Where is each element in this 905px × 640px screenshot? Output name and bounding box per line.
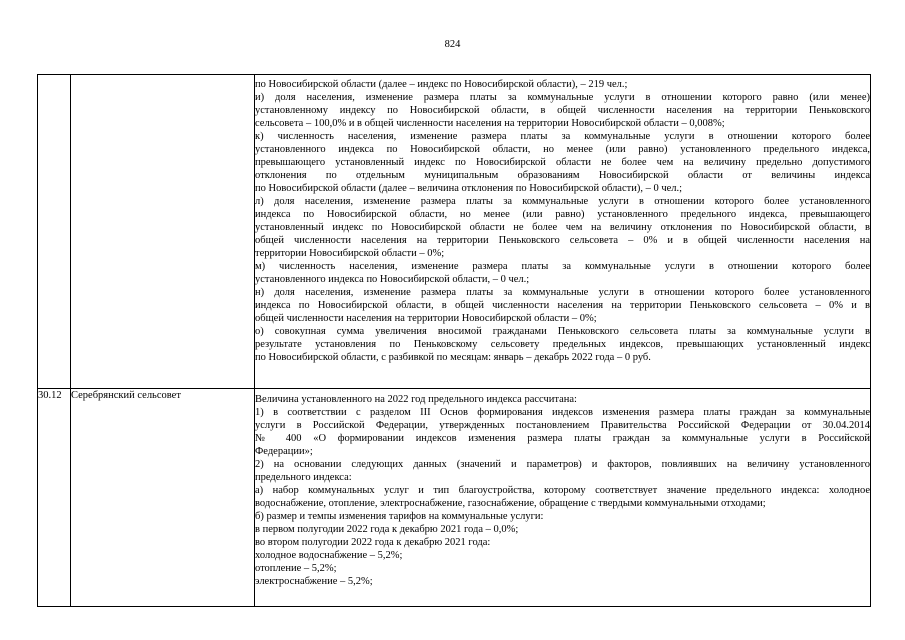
- row-text-cell: [255, 389, 871, 607]
- text-line: результате установления по Пеньковскому сельсовету предельных индексов, превышающих установленный индекс: [255, 339, 870, 350]
- text-line: б) размер и темпы изменения тарифов на коммунальные услуги:: [255, 511, 544, 522]
- text-line: по Новосибирской области (далее – величина отклонения по Новосибирской области), – 0 чел.;: [255, 183, 683, 194]
- text-line: сельсовета – 100,0% и в общей численности населения на территории Новосибирской области – 0,008%;: [255, 118, 725, 129]
- text-line: во втором полугодии 2022 года к декабрю 2021 года:: [255, 537, 491, 548]
- text-line: индекса по Новосибирской области, но менее (или равно) установленного предельного индекса, превышающего: [255, 209, 870, 220]
- text-line: 1) в соответствии с разделом III Основ формирования индексов изменения размера платы граждан за коммунальные: [255, 407, 870, 418]
- text-line: в первом полугодии 2022 года к декабрю 2021 года – 0,0%;: [255, 524, 519, 535]
- text-line: № 400 «О формировании индексов изменения размера платы граждан за коммунальные услуги в Российской: [255, 433, 870, 444]
- row-text-cell: [255, 75, 871, 389]
- text-line: превышающего установленный индекс по Новосибирской области не более чем на величину предельно допустимого: [255, 157, 870, 168]
- text-line: к) численность населения, изменение размера платы за коммунальные услуги в отношении которого более: [255, 131, 870, 142]
- text-line: установленного индекса по Новосибирской области, – 0 чел.;: [255, 274, 530, 285]
- text-line: по Новосибирской области, с разбивкой по месяцам: январь – декабрь 2022 года – 0 руб.: [255, 352, 651, 363]
- text-line: 2) на основании следующих данных (значений и параметров) и факторов, повлиявших на величину установленного: [255, 459, 870, 470]
- text-line: водоснабжение, отопление, электроснабжение, газоснабжение, обращение с твердыми коммунальными отходами;: [255, 498, 766, 509]
- text-line: установленного индекса по Новосибирской области, но менее (или равно) установленного предельного индекса,: [255, 144, 870, 155]
- text-line: общей численности населения на территории Новосибирской области – 0%;: [255, 313, 597, 324]
- text-line: услуги в Российской Федерации, утвержденных постановлением Правительства Российской Федерации от 30.04.2014: [255, 420, 870, 431]
- text-line: отопление – 5,2%;: [255, 563, 337, 574]
- text-line: предельного индекса:: [255, 472, 352, 483]
- page-number: 824: [444, 39, 461, 50]
- row-number-cell: 30.12: [38, 389, 71, 607]
- tariff-table: [37, 74, 871, 607]
- text-line: отклонения по отдельным муниципальным образованиям Новосибирской области от величины индекса: [255, 170, 870, 181]
- text-line: по Новосибирской области (далее – индекс по Новосибирской области), – 219 чел.;: [255, 79, 628, 90]
- text-line: территории Новосибирской области – 0%;: [255, 248, 445, 259]
- text-line: электроснабжение – 5,2%;: [255, 576, 373, 587]
- text-line: установленному индексу по Новосибирской области, в общей численности населения на территории Пеньковского: [255, 105, 870, 116]
- row-number-cell: [38, 75, 71, 389]
- text-line: Величина установленного на 2022 год предельного индекса рассчитана:: [255, 394, 577, 405]
- table-row: [38, 75, 871, 389]
- text-line: индекса по Новосибирской области, в общей численности населения на территории Пеньковского сельсовета – 0% и в: [255, 300, 870, 311]
- row-name-cell: Серебрянский сельсовет: [71, 389, 255, 607]
- text-line: холодное водоснабжение – 5,2%;: [255, 550, 403, 561]
- text-line: л) доля населения, изменение размера платы за коммунальные услуги в отношении которого более установленного: [255, 196, 870, 207]
- text-line: Федерации»;: [255, 446, 313, 457]
- text-line: общей численности населения на территории Пеньковского сельсовета – 0% и в общей численности населения на: [255, 235, 870, 246]
- text-line: о) совокупная сумма увеличения вносимой гражданами Пеньковского сельсовета платы за коммунальные услуги в: [255, 326, 870, 337]
- text-line: установленный индекс по Новосибирской области не более чем на величину отклонения по Новосибирской области, в: [255, 222, 870, 233]
- table-row: [38, 389, 871, 607]
- row-name-cell: [71, 75, 255, 389]
- text-line: н) доля населения, изменение размера платы за коммунальные услуги в отношении которого более установленного: [255, 287, 870, 298]
- text-line: м) численность населения, изменение размера платы за коммунальные услуги в отношении которого более: [255, 261, 870, 272]
- text-line: а) набор коммунальных услуг и тип благоустройства, которому соответствует значение предельного индекса: холодное: [255, 485, 870, 496]
- text-line: и) доля населения, изменение размера платы за коммунальные услуги в отношении которого равно (или менее): [255, 92, 870, 103]
